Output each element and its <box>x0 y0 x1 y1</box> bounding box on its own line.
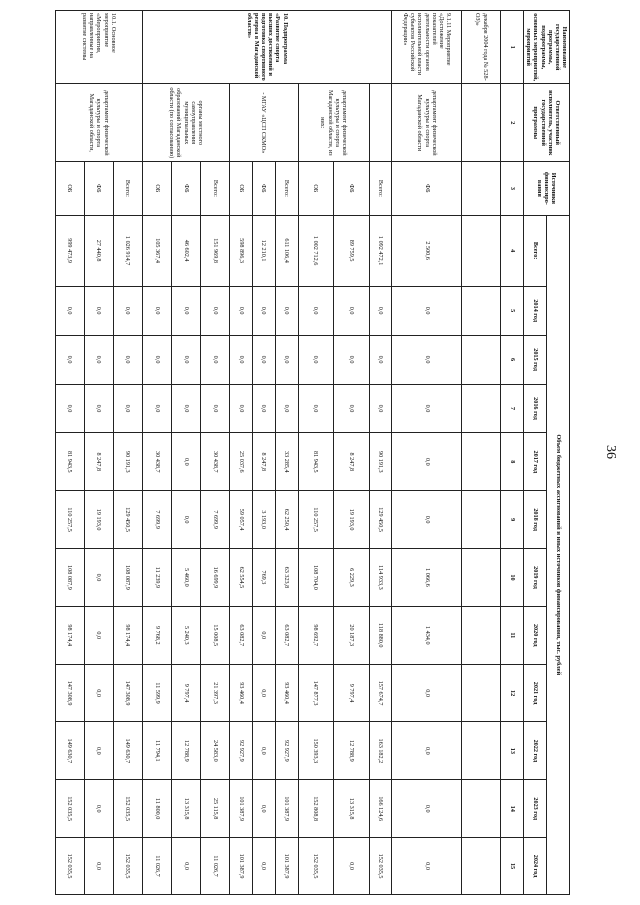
cell-value: 105 367,4 <box>142 215 171 286</box>
cell-value: 152 035,5 <box>113 780 142 838</box>
header-source: Источники финансиро-вания <box>524 162 570 215</box>
cell-value: 11 026,7 <box>142 838 171 895</box>
column-number-row <box>501 11 524 895</box>
cell-value: 101 387,9 <box>275 838 298 895</box>
cell-value: 152 035,5 <box>113 838 142 895</box>
cell-value: 0,0 <box>171 286 200 335</box>
table-row <box>334 11 370 895</box>
cell-value: 93 460,4 <box>230 664 253 722</box>
row-source: ОБ <box>230 162 253 215</box>
row-exec: департамент физической культуры и спорта Магаданской области <box>392 84 462 162</box>
row-source: ОБ <box>55 162 84 215</box>
cell-value: 0,0 <box>171 384 200 433</box>
cell-value: 0,0 <box>252 606 275 664</box>
row-exec <box>369 84 392 162</box>
cell-value: 12 210,1 <box>252 215 275 286</box>
cell-value: 0,0 <box>334 286 370 335</box>
cell-value: 152 035,5 <box>55 780 84 838</box>
cell-value: 0,0 <box>84 549 113 607</box>
column-number: 5 <box>501 286 524 335</box>
cell-value: 0,0 <box>142 384 171 433</box>
cell-value: 0,0 <box>201 335 230 384</box>
cell-value: 0,0 <box>84 286 113 335</box>
cell-value: 11 239,9 <box>142 549 171 607</box>
column-number: 4 <box>501 215 524 286</box>
cell-value: 0,0 <box>55 384 84 433</box>
cell-value: 147 308,9 <box>55 664 84 722</box>
cell-value: 11 794,1 <box>142 722 171 780</box>
row-source: ФБ <box>171 162 200 215</box>
row-source: ФБ <box>334 162 370 215</box>
cell-value: 92 927,9 <box>230 722 253 780</box>
cell-value: 0,0 <box>171 335 200 384</box>
table-row <box>275 11 298 895</box>
cell-value: 0,0 <box>252 664 275 722</box>
cell-value: 152 808,8 <box>298 780 334 838</box>
cell-value: 7 699,9 <box>201 491 230 549</box>
cell-value: 0,0 <box>275 384 298 433</box>
cell-value: 16 699,9 <box>201 549 230 607</box>
cell-value: 0,0 <box>201 286 230 335</box>
column-number: 9 <box>501 491 524 549</box>
cell-value: 0,0 <box>275 286 298 335</box>
cell-value: 9 797,4 <box>334 664 370 722</box>
cell-value: 0,0 <box>334 838 370 895</box>
page-number: 36 <box>603 445 618 459</box>
cell-value: 0,0 <box>55 286 84 335</box>
header-exec: Ответственный исполнитель, участник государственной программы <box>524 84 570 162</box>
cell-value: 0,0 <box>392 838 462 895</box>
cell-value: 0,0 <box>113 335 142 384</box>
row-source: Всего: <box>275 162 298 215</box>
cell-value: 147 877,3 <box>298 664 334 722</box>
table-row <box>113 11 142 895</box>
cell-value: 92 927,9 <box>275 722 298 780</box>
cell-value: 19 193,0 <box>84 491 113 549</box>
header-year: 2017 год <box>524 433 547 491</box>
column-number: 14 <box>501 780 524 838</box>
table-row <box>369 11 392 895</box>
cell-value: 0,0 <box>171 491 200 549</box>
row-source: ФБ <box>84 162 113 215</box>
header-year: 2024 год <box>524 838 547 895</box>
column-number: 10 <box>501 549 524 607</box>
continuation-row <box>462 11 501 895</box>
cell-value: 0,0 <box>392 722 462 780</box>
cell-value: 0,0 <box>84 780 113 838</box>
cell-value: 30 438,7 <box>201 433 230 491</box>
header-year: 2021 год <box>524 664 547 722</box>
cell-value: 0,0 <box>252 335 275 384</box>
cell-value: 0,0 <box>392 433 462 491</box>
cell-value: 63 082,7 <box>275 606 298 664</box>
cell-value: 8 247,8 <box>84 433 113 491</box>
cell-value: 20 187,3 <box>334 606 370 664</box>
column-number: 6 <box>501 335 524 384</box>
row-name: декабря 2004 года № 528-ОЗ)» <box>462 11 501 84</box>
cell-value: 0,0 <box>334 384 370 433</box>
cell-value: 33 285,4 <box>275 433 298 491</box>
cell-value: 27 440,8 <box>84 215 113 286</box>
cell-value: 0,0 <box>252 780 275 838</box>
cell-value: 0,0 <box>171 838 200 895</box>
cell-value: 13 315,8 <box>334 780 370 838</box>
cell-value: 0,0 <box>275 335 298 384</box>
cell-value: 611 106,4 <box>275 215 298 286</box>
cell-value: 114 933,3 <box>369 549 392 607</box>
cell-value: 81 943,5 <box>298 433 334 491</box>
cell-value: 0,0 <box>392 780 462 838</box>
table-row <box>392 11 462 895</box>
cell-value: 3 193,0 <box>252 491 275 549</box>
cell-value: 149 630,7 <box>55 722 84 780</box>
cell-value: 13 315,8 <box>171 780 200 838</box>
cell-value: 108 704,0 <box>298 549 334 607</box>
column-number: 15 <box>501 838 524 895</box>
cell-value: 0,0 <box>392 384 462 433</box>
column-number: 11 <box>501 606 524 664</box>
cell-value: 0,0 <box>84 722 113 780</box>
cell-value: 15 008,5 <box>201 606 230 664</box>
row-exec: департамент физической культуры и спорта Магаданской области, из них: <box>298 84 369 162</box>
funding-table <box>55 10 570 895</box>
cell-value: 0,0 <box>171 433 200 491</box>
cell-value: 30 438,7 <box>142 433 171 491</box>
cell-value: 166 124,6 <box>369 780 392 838</box>
cell-value: 90 191,3 <box>113 433 142 491</box>
cell-value: 0,0 <box>201 384 230 433</box>
header-year: 2023 год <box>524 780 547 838</box>
cell-value: 152 035,5 <box>298 838 334 895</box>
cell-value: 2 500,6 <box>392 215 462 286</box>
row-name: 10.1. Основное мероприятие «Мероприятия, направленные на развитие системы <box>55 11 142 84</box>
cell-value: 0,0 <box>252 286 275 335</box>
column-number: 12 <box>501 664 524 722</box>
cell-value: 81 943,5 <box>55 433 84 491</box>
cell-value: 769,3 <box>252 549 275 607</box>
header-year: 2018 год <box>524 491 547 549</box>
cell-value: 8 247,8 <box>252 433 275 491</box>
cell-value: 0,0 <box>84 664 113 722</box>
cell-value: 25 115,8 <box>201 780 230 838</box>
cell-value: 0,0 <box>230 384 253 433</box>
cell-value: 1 026 914,7 <box>113 215 142 286</box>
cell-value: 0,0 <box>84 335 113 384</box>
row-source: Всего: <box>113 162 142 215</box>
cell-value: 150 393,3 <box>298 722 334 780</box>
cell-value: 163 182,2 <box>369 722 392 780</box>
cell-value: 24 583,0 <box>201 722 230 780</box>
cell-value: 0,0 <box>369 384 392 433</box>
cell-value: 0,0 <box>142 286 171 335</box>
cell-value: 98 174,4 <box>55 606 84 664</box>
cell-value: 0,0 <box>369 335 392 384</box>
row-exec: - МГАУ «ЦСП СКМО» <box>230 84 299 162</box>
cell-value: 0,0 <box>392 664 462 722</box>
row-exec: органы местного самоуправления муниципальных образований Магаданской области (по согласованию) <box>142 84 229 162</box>
cell-value: 63 082,7 <box>230 606 253 664</box>
funding-table-sheet <box>66 10 570 895</box>
cell-value: 9 768,2 <box>142 606 171 664</box>
header-year: 2016 год <box>524 384 547 433</box>
cell-value: 93 460,4 <box>275 664 298 722</box>
header-year: 2020 год <box>524 606 547 664</box>
cell-value: 0,0 <box>84 606 113 664</box>
column-number: 13 <box>501 722 524 780</box>
cell-value: 59 057,4 <box>230 491 253 549</box>
cell-value: 0,0 <box>252 838 275 895</box>
row-source: ФБ <box>252 162 275 215</box>
cell-value: 1 092 472,1 <box>369 215 392 286</box>
cell-value: 149 630,7 <box>113 722 142 780</box>
cell-value: 0,0 <box>252 722 275 780</box>
header-total: Всего: <box>524 215 547 286</box>
header-year: 2019 год <box>524 549 547 607</box>
cell-value: 63 323,8 <box>275 549 298 607</box>
row-source: Всего: <box>201 162 230 215</box>
cell-value: 0,0 <box>252 384 275 433</box>
cell-value: 147 308,9 <box>113 664 142 722</box>
cell-value: 98 174,4 <box>113 606 142 664</box>
cell-value: 98 692,7 <box>298 606 334 664</box>
cell-value: 46 602,4 <box>171 215 200 286</box>
cell-value: 0,0 <box>230 335 253 384</box>
cell-value: 0,0 <box>298 286 334 335</box>
header-year: 2014 год <box>524 286 547 335</box>
cell-value: 110 257,5 <box>298 491 334 549</box>
cell-value: 11 800,0 <box>142 780 171 838</box>
row-source: ОБ <box>298 162 334 215</box>
cell-value: 0,0 <box>55 335 84 384</box>
header-year: 2015 год <box>524 335 547 384</box>
cell-value: 0,0 <box>84 384 113 433</box>
cell-value: 108 087,9 <box>55 549 84 607</box>
cell-value: 0,0 <box>230 286 253 335</box>
cell-value: 129 450,5 <box>369 491 392 549</box>
row-source: Всего: <box>369 162 392 215</box>
cell-value: 0,0 <box>113 286 142 335</box>
cell-value: 101 387,9 <box>275 780 298 838</box>
cell-value: 8 247,8 <box>334 433 370 491</box>
cell-value: 9 797,4 <box>171 664 200 722</box>
row-source: ОБ <box>142 162 171 215</box>
row-name: 9.1.11 Мероприятие «Достижение показателей деятельности органов исполнительной власти субъектов Российской Федерации» <box>392 11 462 84</box>
cell-value: 0,0 <box>392 491 462 549</box>
row-name: 10. Подпрограмма «Развитие спорта высших достижений и подготовка спортивного резерва в Магаданской области» <box>142 11 392 84</box>
cell-value: 151 969,8 <box>201 215 230 286</box>
cell-value: 152 035,5 <box>55 838 84 895</box>
cell-value: 6 229,3 <box>334 549 370 607</box>
table-row <box>201 11 230 895</box>
cell-value: 5 460,0 <box>171 549 200 607</box>
cell-value: 598 896,3 <box>230 215 253 286</box>
header-name: Наименование государственной программы, подпрограммы, основных мероприятий, мероприятий <box>524 11 570 84</box>
cell-value: 25 037,6 <box>230 433 253 491</box>
header-year: 2022 год <box>524 722 547 780</box>
cell-value: 0,0 <box>298 335 334 384</box>
cell-value: 0,0 <box>142 335 171 384</box>
cell-value: 12 788,9 <box>171 722 200 780</box>
header-funding-title: Объем бюджетных ассигнований и иных источников финансирования, тыс. рублей <box>546 215 569 894</box>
cell-value: 0,0 <box>392 286 462 335</box>
row-exec: департамент физической культуры и спорта Магаданской области, <box>55 84 142 162</box>
cell-value: 19 193,0 <box>334 491 370 549</box>
column-number: 3 <box>501 162 524 215</box>
cell-value: 62 554,5 <box>230 549 253 607</box>
cell-value: 101 387,9 <box>230 838 253 895</box>
column-number: 1 <box>501 11 524 84</box>
cell-value: 152 035,5 <box>369 838 392 895</box>
cell-value: 90 191,3 <box>369 433 392 491</box>
cell-value: 108 087,9 <box>113 549 142 607</box>
cell-value: 62 250,4 <box>275 491 298 549</box>
cell-value: 11 599,9 <box>142 664 171 722</box>
column-number: 8 <box>501 433 524 491</box>
cell-value: 0,0 <box>334 335 370 384</box>
cell-value: 118 880,0 <box>369 606 392 664</box>
cell-value: 0,0 <box>113 384 142 433</box>
column-number: 2 <box>501 84 524 162</box>
cell-value: 0,0 <box>84 838 113 895</box>
cell-value: 12 788,9 <box>334 722 370 780</box>
cell-value: 1 002 712,6 <box>298 215 334 286</box>
cell-value: 21 397,3 <box>201 664 230 722</box>
cell-value: 110 257,5 <box>55 491 84 549</box>
column-number: 7 <box>501 384 524 433</box>
cell-value: 1 066,6 <box>392 549 462 607</box>
cell-value: 0,0 <box>369 286 392 335</box>
cell-value: 157 674,7 <box>369 664 392 722</box>
cell-value: 0,0 <box>392 335 462 384</box>
cell-value: 7 699,9 <box>142 491 171 549</box>
cell-value: 11 026,7 <box>201 838 230 895</box>
cell-value: 999 473,9 <box>55 215 84 286</box>
row-source: ФБ <box>392 162 462 215</box>
cell-value: 1 434,0 <box>392 606 462 664</box>
cell-value: 129 450,5 <box>113 491 142 549</box>
cell-value: 101 387,9 <box>230 780 253 838</box>
cell-value: 5 240,3 <box>171 606 200 664</box>
cell-value: 89 759,5 <box>334 215 370 286</box>
cell-value: 0,0 <box>298 384 334 433</box>
